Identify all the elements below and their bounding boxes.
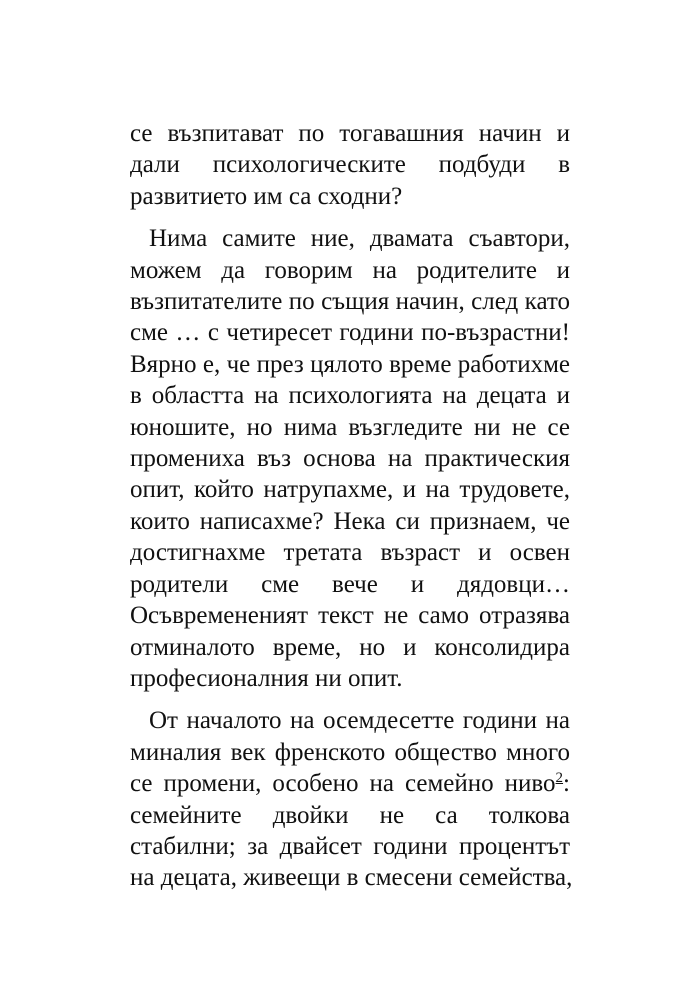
- text-line: [130, 737, 570, 768]
- text-line: [130, 255, 570, 286]
- line-text: отминалото време, но и консолидира: [130, 633, 570, 661]
- line-text: достигнахме третата възраст и освен: [130, 539, 570, 567]
- text-line: [130, 380, 570, 411]
- text-line: [130, 569, 570, 600]
- paragraph: [130, 118, 570, 212]
- line-text: в областта на психологията на децата и: [130, 382, 570, 410]
- text-line: [130, 412, 570, 443]
- text-body: [130, 118, 573, 894]
- line-text: развитието им са сходни?: [130, 182, 403, 210]
- line-text: които написахме? Нека си признаем, че: [130, 507, 570, 535]
- text-line: [130, 506, 570, 537]
- line-text: Вярно е, че през цялото време работихме: [130, 350, 570, 378]
- line-text: стабилни; за двайсет години процентът: [130, 832, 570, 860]
- line-text: От началото на осемдесетте години на: [149, 707, 570, 735]
- text-line: [130, 223, 570, 254]
- line-text: на децата, живеещи в смесени семейства,: [130, 864, 573, 892]
- line-text: миналия век френското общество много: [130, 738, 570, 766]
- text-line: [130, 443, 570, 474]
- paragraph: [130, 705, 573, 893]
- text-line: [130, 537, 570, 568]
- text-line: [130, 705, 570, 736]
- text-line: [130, 286, 570, 317]
- line-text: Осъвременeният текст не само отразява: [130, 602, 570, 630]
- line-text: възпитателите по същия начин, след като: [130, 288, 570, 316]
- text-line: [130, 632, 570, 663]
- line-text: професионалния ни опит.: [130, 664, 403, 692]
- line-text: Нима самите ние, двамата съавтори,: [149, 225, 570, 253]
- line-text: родители сме вече и дядовци…: [130, 570, 570, 598]
- line-text: дали психологическите подбуди в: [130, 151, 570, 179]
- footnote-reference-link[interactable]: 2: [555, 770, 564, 787]
- line-text: семейните двойки не са толкова: [130, 801, 570, 829]
- text-line: [130, 800, 570, 831]
- paragraph: [130, 223, 570, 694]
- text-line: [130, 118, 570, 149]
- line-text: се промени, особено на семейно ниво: [130, 770, 556, 798]
- line-text: промениха въз основа на практическия: [130, 445, 570, 473]
- line-text: сме … с четиресет години по-възрастни!: [130, 319, 570, 347]
- line-text: се възпитават по тогавашния начин и: [130, 120, 570, 147]
- text-line: [130, 831, 570, 862]
- text-line: [130, 474, 570, 505]
- text-line: [130, 600, 570, 631]
- book-page: [130, 118, 573, 905]
- line-text: можем да говорим на родителите и: [130, 256, 570, 284]
- text-line: [130, 349, 570, 380]
- text-line: [130, 149, 570, 180]
- text-line: [130, 181, 570, 212]
- text-line: [130, 862, 573, 893]
- text-line: [130, 663, 570, 694]
- line-text: юношите, но нима възгледите ни не се: [130, 413, 570, 441]
- text-line: [130, 317, 570, 348]
- text-line: [130, 768, 570, 799]
- footnote-trailing-punct: :: [563, 770, 570, 798]
- line-text: опит, който натрупахме, и на трудовете,: [130, 476, 570, 504]
